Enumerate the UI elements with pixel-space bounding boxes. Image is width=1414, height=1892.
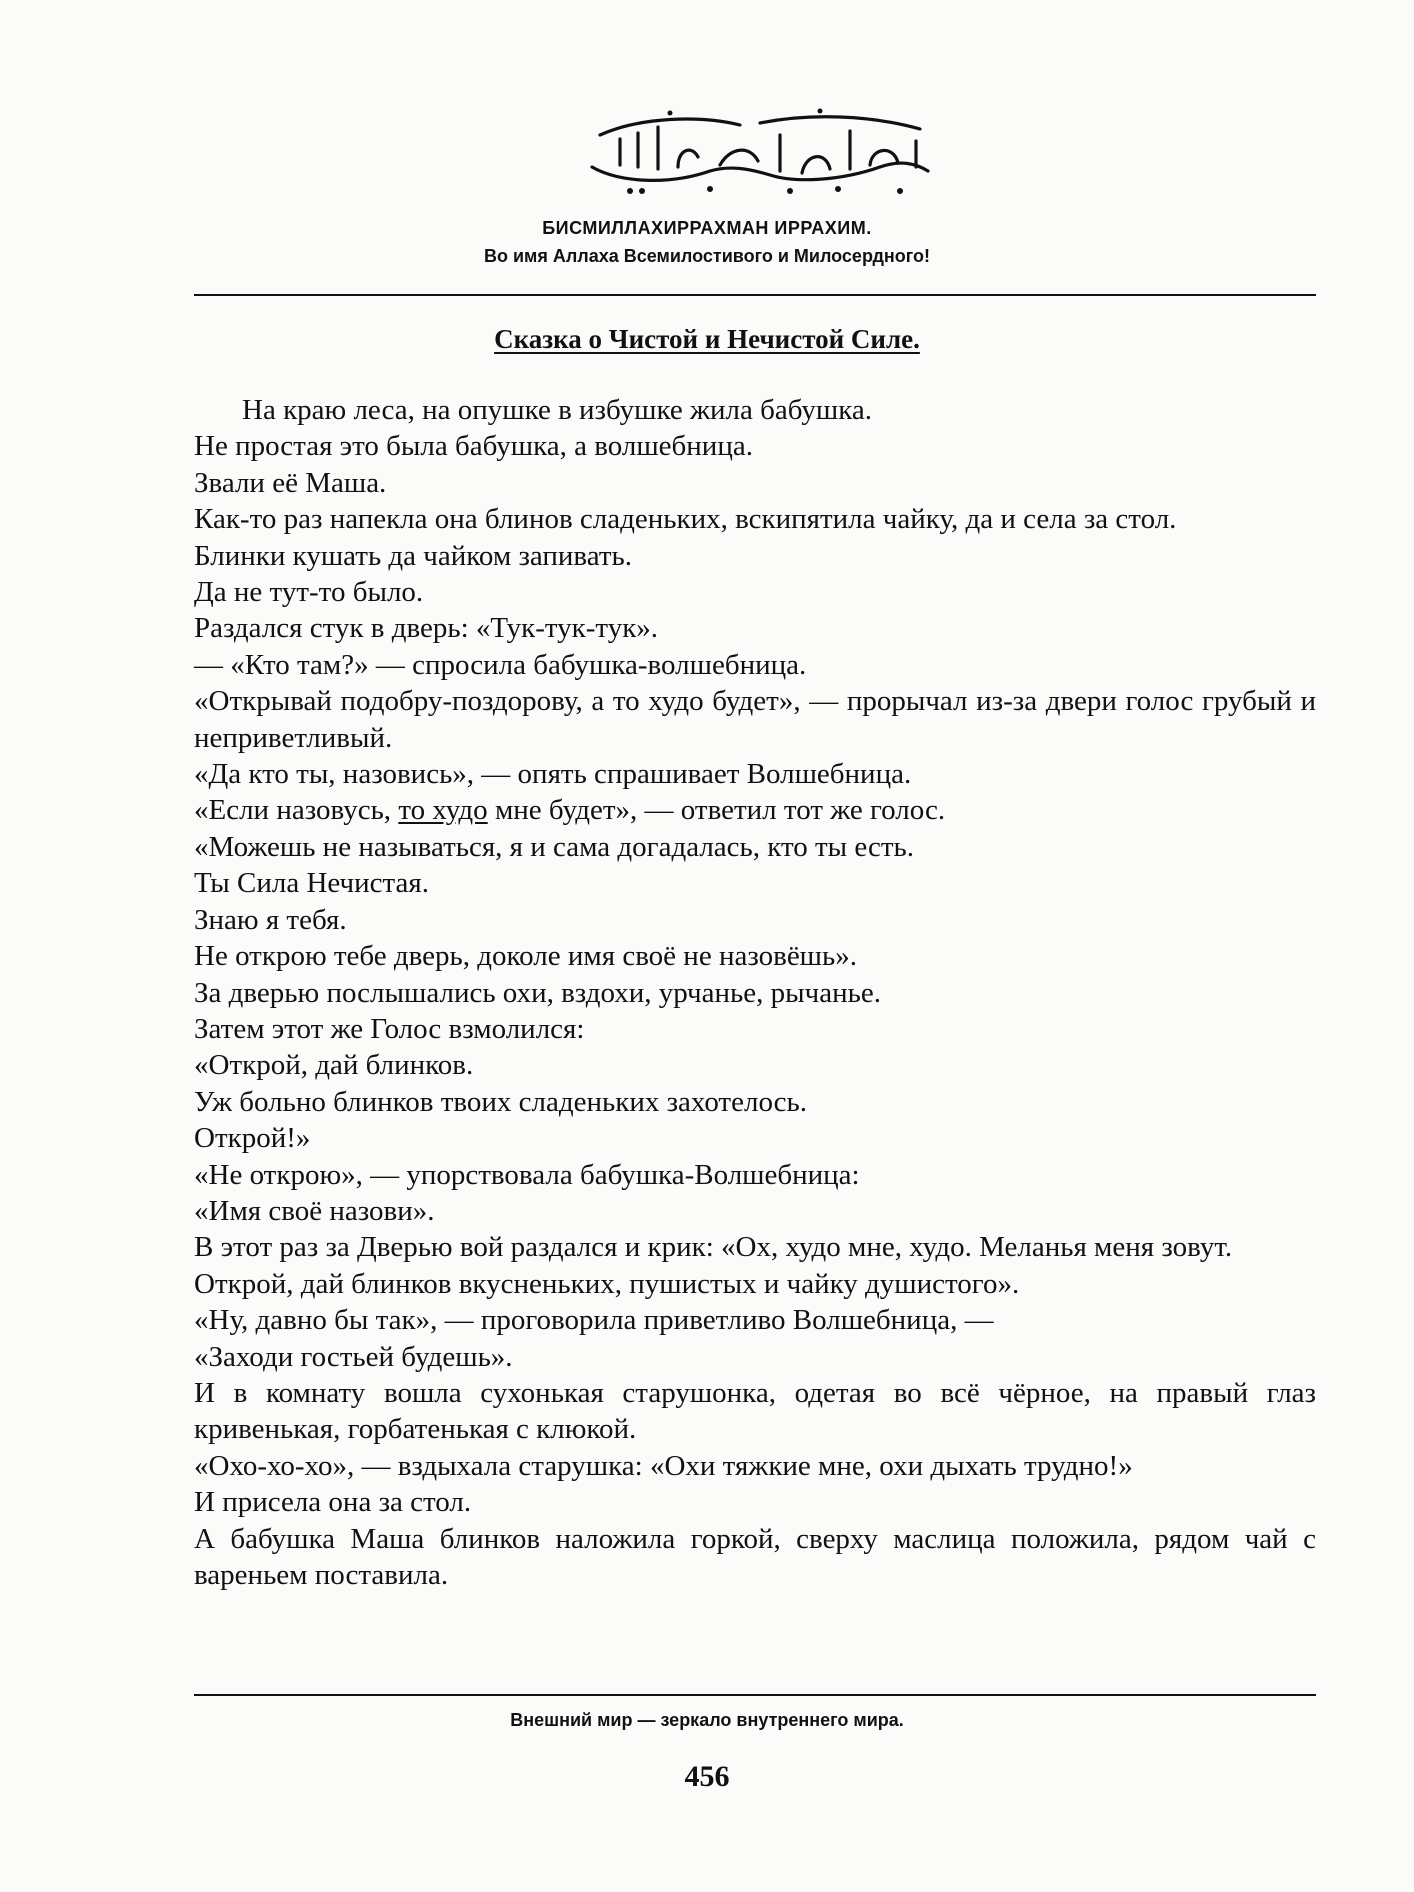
story-paragraph: Затем этот же Голос взмолился: [194,1012,585,1045]
story-paragraph: «Можешь не называться, я и сама догадалась, кто ты есть. [194,830,915,863]
story-paragraph: Раздался стук в дверь: «Тук-тук-тук». [194,612,659,645]
header-subtitle: Во имя Аллаха Всемилостивого и Милосердного! [483,246,931,266]
story-paragraph: Как-то раз напекла она блинов сладеньких, вскипятила чайку, да и села за стол. [194,503,1177,536]
story-title: Сказка о Чистой и Нечистой Силе. [494,324,920,354]
story-paragraph: Ты Сила Нечистая. [194,867,430,900]
story-paragraph: «Не открою», — упорствовала бабушка-Волшебница: [194,1158,860,1191]
story-paragraph: «Открой, дай блинков. [194,1049,474,1082]
story-paragraph: «Открывай подобру-поздорову, а то худо будет», — прорычал из-за двери голос грубый и неприветливый. [194,685,1316,754]
story-paragraph: Блинки кушать да чайком запивать. [194,539,633,572]
top-divider [194,294,1316,296]
story-paragraph: В этот раз за Дверью вой раздался и крик: «Ох, худо мне, худо. Меланья меня зовут. [194,1231,1233,1264]
story-text: мне будет», — ответил тот же голос. [487,794,946,827]
story-paragraph [194,792,1316,828]
story-paragraph: И присела она за стол. [194,1486,472,1519]
story-paragraph: «Заходи гостьей будешь». [194,1340,513,1373]
story-paragraph: Открой, дай блинков вкусненьких, пушистых и чайку душистого». [194,1267,1020,1300]
story-paragraph: Звали её Маша. [194,466,387,499]
footer-motto: Внешний мир — зеркало внутреннего мира. [510,1710,904,1730]
story-paragraph: — «Кто там?» — спросила бабушка-волшебница. [194,648,807,681]
story-paragraph: На краю леса, на опушке в избушке жила бабушка. [242,394,872,426]
underlined-phrase: то худо [398,794,488,827]
story-paragraph: «Имя своё назови». [194,1194,435,1227]
story-paragraph: Не простая это была бабушка, а волшебница. [194,430,753,463]
story-paragraph: И в комнату вошла сухонькая старушонка, одетая во всё чёрное, на правый глаз кривенькая, горбатенькая с клюкой. [194,1376,1316,1446]
story-text: «Если назовусь, [194,794,399,827]
story-paragraph: Знаю я тебя. [194,903,347,936]
story-paragraph: Да не тут-то было. [194,576,424,609]
bottom-divider [194,1694,1316,1696]
story-body [194,392,1316,1593]
header-title: БИСМИЛЛАХИРРАХМАН ИРРАХИМ. [542,218,872,238]
page-number: 456 [684,1760,730,1793]
story-paragraph: А бабушка Маша блинков наложила горкой, сверху маслица положила, рядом чай с вареньем поставила. [194,1522,1316,1591]
story-paragraph: За дверью послышались охи, вздохи, урчанье, рычанье. [194,976,881,1009]
story-paragraph: Открой!» [194,1122,311,1155]
story-paragraph: «Да кто ты, назовись», — опять спрашивает Волшебница. [194,758,912,791]
arabic-calligraphy-icon [580,105,940,200]
story-paragraph: Не открою тебе дверь, доколе имя своё не назовёшь». [194,940,857,973]
story-paragraph: «Охо-хо-хо», — вздыхала старушка: «Охи тяжкие мне, охи дыхать трудно!» [194,1449,1133,1482]
story-paragraph: «Ну, давно бы так», — проговорила приветливо Волшебница, — [194,1304,994,1337]
story-paragraph: Уж больно блинков твоих сладеньких захотелось. [194,1085,808,1118]
